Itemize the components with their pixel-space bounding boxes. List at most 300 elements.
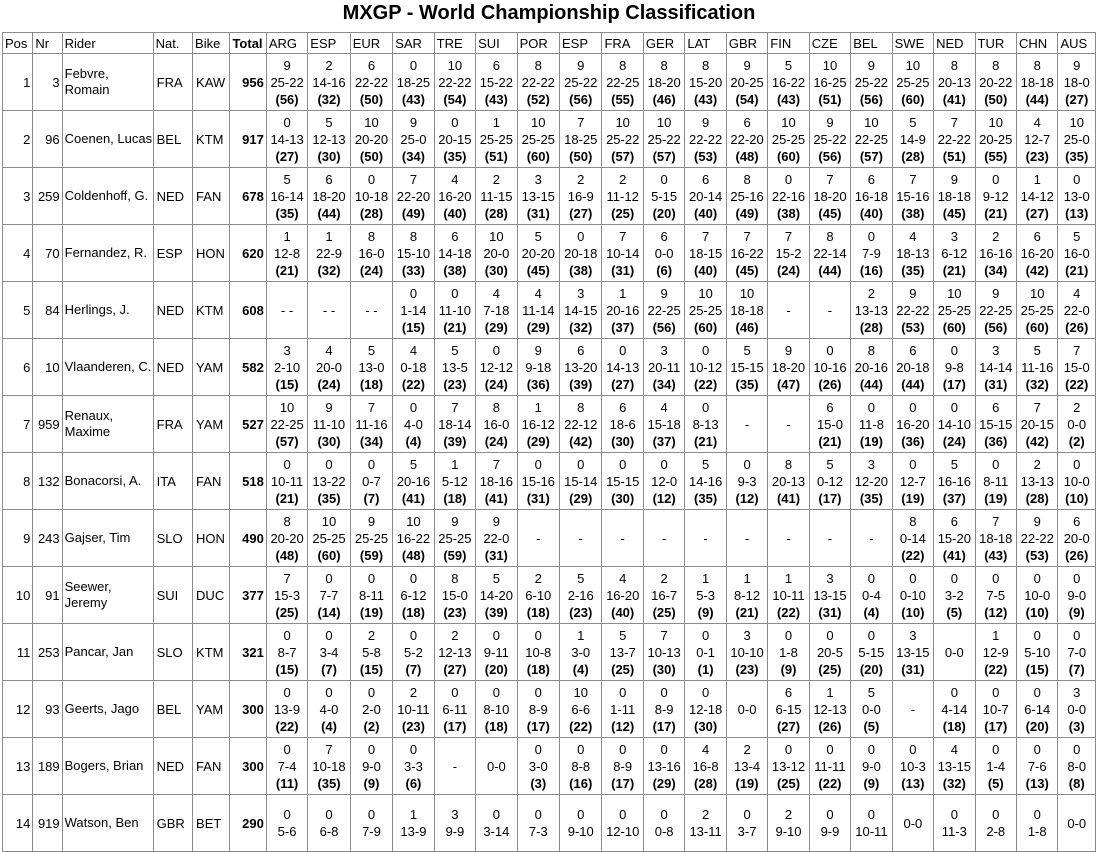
race-points: 15-15	[730, 359, 764, 375]
event-result-cell	[266, 453, 307, 510]
qualifying-points: 0	[492, 627, 500, 643]
event-total-points: (26)	[818, 376, 842, 392]
rider-name-link[interactable]: Gajser, Tim	[62, 510, 153, 567]
race-points: 10-8	[525, 644, 552, 660]
race-points: 9-9	[820, 824, 840, 839]
event-total-points: (60)	[942, 319, 966, 335]
col-header-rider[interactable]: Rider	[62, 33, 153, 54]
col-header-event[interactable]: CZE	[809, 33, 850, 54]
col-header-event[interactable]: SWE	[892, 33, 933, 54]
event-result-cell	[726, 453, 767, 510]
event-result-cell	[768, 795, 809, 852]
event-result-cell	[434, 453, 475, 510]
event-total-points: (4)	[405, 433, 422, 449]
qualifying-points: 0	[367, 807, 376, 822]
col-header-event[interactable]: GBR	[726, 33, 767, 54]
event-total-points: (35)	[735, 376, 759, 392]
race-points: 13-13	[1020, 473, 1054, 489]
qualifying-points: 0	[867, 228, 876, 244]
qualifying-points: 2	[992, 228, 1000, 244]
event-result-cell	[560, 681, 602, 738]
event-total-points: (54)	[735, 91, 759, 107]
event-result-cell	[517, 339, 559, 396]
event-total-points: (35)	[317, 490, 341, 506]
event-result-cell	[892, 567, 933, 624]
event-result-cell	[476, 738, 517, 795]
event-total-points: (41)	[942, 91, 966, 107]
race-points: 3-0	[571, 644, 591, 660]
rider-name-link[interactable]: Febvre, Romain	[62, 54, 153, 111]
bike-cell: YAM	[193, 339, 230, 396]
col-header-event[interactable]: EUR	[350, 33, 392, 54]
race-points: 25-25	[354, 530, 389, 546]
qualifying-points: 10	[947, 285, 962, 301]
race-points: 9-9	[445, 824, 465, 839]
event-result-cell	[393, 624, 434, 681]
event-result-cell	[768, 168, 809, 225]
event-total-points: (21)	[275, 490, 299, 506]
col-header-event[interactable]: GER	[643, 33, 684, 54]
col-header-event[interactable]: ESP	[560, 33, 602, 54]
event-total-points: (28)	[484, 205, 508, 221]
race-points: -	[869, 530, 874, 546]
race-points: 25-22	[606, 131, 640, 147]
qualifying-points: 1	[701, 570, 710, 586]
rider-name-link[interactable]: Bogers, Brian	[62, 738, 153, 795]
race-points: 0-7	[362, 473, 381, 489]
qualifying-points: 8	[950, 57, 958, 73]
event-total-points: (2)	[363, 718, 380, 734]
race-points: 13-9	[400, 824, 427, 839]
event-result-cell	[685, 510, 726, 567]
event-total-points: (7)	[321, 661, 337, 677]
race-points: -	[703, 530, 708, 546]
race-points: 10-11	[855, 824, 888, 839]
race-points: 13-7	[609, 644, 636, 660]
qualifying-points: 8	[992, 57, 1000, 73]
rider-name-link[interactable]: Renaux, Maxime	[62, 396, 153, 453]
qualifying-points: 7	[1073, 342, 1081, 358]
position-cell: 10	[3, 567, 33, 624]
race-points: 18-15	[688, 245, 723, 261]
qualifying-points: 8	[619, 57, 627, 73]
race-points: 15-0	[441, 587, 468, 603]
event-total-points: (21)	[694, 433, 718, 449]
event-total-points: (25)	[275, 604, 299, 620]
race-points: 25-25	[937, 302, 971, 318]
race-points: 16-16	[937, 473, 971, 489]
qualifying-points: 9	[325, 399, 333, 415]
rider-name-link[interactable]: Bonacorsi, A.	[62, 453, 153, 510]
event-result-cell	[934, 453, 975, 510]
qualifying-points: 9	[660, 285, 668, 301]
col-header-event[interactable]: FRA	[602, 33, 643, 54]
event-result-cell	[892, 339, 933, 396]
event-result-cell	[643, 567, 684, 624]
qualifying-points: 6	[867, 171, 876, 187]
race-points: 7-4	[277, 758, 297, 774]
nationality-cell: GBR	[153, 795, 192, 852]
event-total-points: (21)	[443, 319, 467, 335]
event-total-points: (56)	[859, 91, 883, 107]
race-points: 16-0	[1063, 245, 1090, 261]
event-total-points: (15)	[275, 376, 299, 392]
event-result-cell	[476, 510, 517, 567]
qualifying-points: 0	[534, 456, 542, 472]
event-result-cell	[434, 510, 475, 567]
event-total-points: (24)	[317, 376, 341, 392]
event-result-cell	[809, 168, 850, 225]
event-total-points: (38)	[901, 205, 925, 221]
event-total-points: (59)	[359, 547, 384, 563]
event-result-cell	[892, 282, 933, 339]
bike-cell: YAM	[193, 681, 230, 738]
event-total-points: (3)	[530, 775, 547, 791]
qualifying-points: 1	[577, 627, 585, 643]
event-result-cell	[643, 453, 684, 510]
qualifying-points: 1	[743, 570, 751, 586]
qualifying-points: 1	[492, 114, 500, 130]
race-points: 25-22	[564, 74, 598, 90]
race-points: 20-25	[730, 74, 764, 90]
qualifying-points: 6	[992, 399, 1000, 415]
event-total-points: (52)	[526, 91, 550, 107]
event-result-cell	[685, 567, 726, 624]
event-result-cell	[975, 681, 1016, 738]
rider-name-link[interactable]: Geerts, Jago	[62, 681, 153, 738]
qualifying-points: 1	[409, 807, 418, 822]
event-total-points: (19)	[359, 604, 384, 620]
qualifying-points: 0	[992, 807, 1000, 822]
event-result-cell	[685, 339, 726, 396]
event-result-cell	[768, 681, 809, 738]
race-points: 22-25	[854, 131, 889, 147]
event-result-cell	[560, 111, 602, 168]
event-result-cell	[434, 681, 475, 738]
event-result-cell	[1017, 510, 1058, 567]
qualifying-points: 3	[451, 807, 459, 822]
event-result-cell	[434, 54, 475, 111]
event-total-points: (22)	[694, 376, 718, 392]
qualifying-points: 10	[656, 114, 672, 130]
qualifying-points: 10	[1069, 114, 1084, 130]
qualifying-points: 5	[283, 171, 291, 187]
event-result-cell	[434, 282, 475, 339]
event-total-points: (40)	[443, 205, 467, 221]
event-total-points: (16)	[859, 262, 883, 278]
race-points: 22-25	[270, 416, 304, 432]
event-total-points: (21)	[275, 262, 299, 278]
event-result-cell	[560, 396, 602, 453]
race-points: 16-20	[1020, 245, 1054, 261]
event-result-cell	[308, 54, 350, 111]
qualifying-points: 0	[534, 684, 542, 700]
race-points: 0-18	[400, 359, 427, 375]
col-header-event[interactable]: ESP	[308, 33, 350, 54]
event-result-cell	[602, 111, 643, 168]
total-points-cell: 582	[230, 339, 266, 396]
event-result-cell	[560, 453, 602, 510]
race-points: 22-20	[396, 188, 431, 204]
event-result-cell	[1017, 339, 1058, 396]
event-result-cell	[476, 567, 517, 624]
race-points: 0-1	[696, 644, 715, 660]
event-total-points: (26)	[1065, 547, 1089, 563]
nationality-cell: SLO	[153, 624, 192, 681]
event-total-points: (45)	[735, 262, 759, 278]
col-header-event[interactable]: BEL	[851, 33, 892, 54]
qualifying-points: 2	[451, 627, 459, 643]
qualifying-points: 4	[619, 570, 627, 586]
event-total-points: (20)	[1025, 718, 1049, 734]
rider-name-link[interactable]: Herlings, J.	[62, 282, 153, 339]
race-points: 18-18	[937, 188, 971, 204]
event-result-cell	[434, 624, 475, 681]
event-result-cell	[266, 282, 307, 339]
event-result-cell	[768, 624, 809, 681]
rider-name-link[interactable]: Coldenhoff, G.	[62, 168, 153, 225]
event-result-cell	[892, 168, 933, 225]
event-total-points: (22)	[401, 376, 425, 392]
qualifying-points: 7	[826, 171, 834, 187]
rider-name-link[interactable]: Watson, Ben	[62, 795, 153, 852]
nationality-cell: FRA	[153, 54, 192, 111]
event-result-cell	[685, 111, 726, 168]
col-header-event[interactable]: CHN	[1017, 33, 1058, 54]
race-points: 11-15	[480, 188, 513, 204]
event-total-points: (27)	[776, 718, 801, 734]
event-result-cell	[266, 681, 307, 738]
event-total-points: (36)	[984, 433, 1008, 449]
event-total-points: (30)	[611, 433, 635, 449]
qualifying-points: 0	[451, 684, 459, 700]
race-points: 14-20	[479, 587, 513, 603]
race-points: 9-10	[567, 824, 594, 839]
race-points: 25-25	[479, 131, 513, 147]
event-result-cell	[643, 282, 684, 339]
race-points: 7-9	[362, 824, 381, 839]
qualifying-points: 0	[826, 741, 834, 757]
event-result-cell	[1058, 168, 1096, 225]
event-result-cell	[809, 339, 850, 396]
col-header-event[interactable]: TUR	[975, 33, 1016, 54]
event-total-points: (18)	[443, 490, 467, 506]
qualifying-points: 0	[577, 228, 585, 244]
event-total-points: (60)	[1025, 319, 1049, 335]
event-result-cell	[517, 453, 559, 510]
qualifying-points: 9	[784, 342, 793, 358]
event-total-points: (24)	[484, 376, 508, 392]
event-result-cell	[350, 54, 392, 111]
race-points: 6-10	[525, 587, 552, 603]
qualifying-points: 2	[619, 171, 627, 187]
event-total-points: (9)	[697, 604, 714, 620]
qualifying-points: 0	[743, 456, 751, 472]
race-points: 8-0	[1067, 758, 1087, 774]
event-total-points: (60)	[694, 319, 718, 335]
col-header-event[interactable]: AUS	[1058, 33, 1096, 54]
event-result-cell	[1017, 681, 1058, 738]
event-result-cell	[892, 453, 933, 510]
qualifying-points: 0	[950, 342, 958, 358]
race-points: 22-25	[606, 74, 640, 90]
event-result-cell	[476, 795, 517, 852]
col-header-event[interactable]: TRE	[434, 33, 475, 54]
event-total-points: (29)	[484, 319, 508, 335]
race-points: 15-15	[606, 473, 640, 489]
qualifying-points: 7	[784, 228, 793, 244]
race-points: 11-10	[312, 416, 346, 432]
col-header-event[interactable]: FIN	[768, 33, 809, 54]
col-header-event[interactable]: SUI	[476, 33, 517, 54]
qualifying-points: 8	[283, 513, 291, 529]
event-total-points: (7)	[405, 661, 422, 677]
position-cell: 2	[3, 111, 33, 168]
col-header-event[interactable]: POR	[517, 33, 559, 54]
event-result-cell	[308, 738, 350, 795]
event-result-cell	[266, 396, 307, 453]
event-total-points: (4)	[572, 661, 589, 677]
nationality-cell: NED	[153, 339, 192, 396]
event-total-points: (30)	[484, 262, 508, 278]
event-total-points: (36)	[526, 376, 550, 392]
qualifying-points: 8	[451, 570, 459, 586]
qualifying-points: 0	[283, 684, 291, 700]
qualifying-points: 0	[325, 627, 333, 643]
qualifying-points: 0	[367, 741, 376, 757]
qualifying-points: 6	[826, 399, 834, 415]
event-total-points: (24)	[942, 433, 966, 449]
race-points: 10-11	[772, 587, 805, 603]
col-header-event[interactable]: ARG	[266, 33, 307, 54]
col-header-pos[interactable]: Pos	[3, 33, 33, 54]
event-total-points: (22)	[818, 775, 842, 791]
qualifying-points: 0	[950, 399, 958, 415]
qualifying-points: 8	[367, 228, 376, 244]
event-total-points: (35)	[901, 262, 925, 278]
race-points: 18-13	[896, 245, 930, 261]
col-header-bike[interactable]: Bike	[193, 33, 230, 54]
race-points: 5-12	[441, 473, 468, 489]
event-result-cell	[602, 510, 643, 567]
qualifying-points: 0	[283, 456, 291, 472]
event-result-cell	[308, 396, 350, 453]
race-points: 9-0	[362, 758, 381, 774]
race-points: 1-4	[986, 758, 1006, 774]
bike-cell: HON	[193, 225, 230, 282]
race-points: 22-0	[483, 530, 510, 546]
race-points: - -	[280, 302, 294, 318]
qualifying-points: 2	[577, 171, 585, 187]
race-points: 18-14	[438, 416, 472, 432]
race-points: 6-15	[775, 701, 802, 717]
event-result-cell	[476, 624, 517, 681]
event-total-points: (24)	[776, 262, 801, 278]
event-total-points: (38)	[776, 205, 801, 221]
race-points: 8-9	[613, 758, 633, 774]
qualifying-points: 2	[1033, 456, 1041, 472]
event-result-cell	[393, 396, 434, 453]
event-result-cell	[560, 339, 602, 396]
race-points: 11-3	[941, 824, 967, 839]
event-result-cell	[308, 567, 350, 624]
qualifying-points: 3	[867, 456, 876, 472]
event-total-points: (5)	[863, 718, 880, 734]
event-result-cell	[517, 681, 559, 738]
rider-name-link[interactable]: Seewer, Jeremy	[62, 567, 153, 624]
event-total-points: (27)	[611, 376, 635, 392]
total-points-cell: 300	[230, 738, 266, 795]
qualifying-points: 7	[660, 627, 668, 643]
event-result-cell	[809, 567, 850, 624]
col-header-nr[interactable]: Nr	[33, 33, 62, 54]
col-header-event[interactable]: NED	[934, 33, 975, 54]
col-header-total[interactable]: Total	[230, 33, 266, 54]
event-total-points: (43)	[484, 91, 508, 107]
table-row	[3, 510, 1096, 567]
qualifying-points: 3	[534, 171, 542, 187]
qualifying-points: 3	[909, 627, 917, 643]
event-total-points: (21)	[942, 262, 966, 278]
qualifying-points: 8	[1033, 57, 1041, 73]
qualifying-points: 0	[867, 399, 876, 415]
race-points: 13-12	[771, 758, 806, 774]
col-header-event[interactable]: LAT	[685, 33, 726, 54]
race-points: 25-25	[521, 131, 555, 147]
event-result-cell	[476, 282, 517, 339]
rider-name-link[interactable]: Vlaanderen, C.	[62, 339, 153, 396]
col-header-event[interactable]: SAR	[393, 33, 434, 54]
qualifying-points: 4	[909, 228, 917, 244]
event-result-cell	[476, 339, 517, 396]
event-result-cell	[934, 54, 975, 111]
event-result-cell	[934, 738, 975, 795]
race-points: 16-9	[567, 188, 594, 204]
event-result-cell	[1058, 111, 1096, 168]
header-row	[3, 33, 1096, 54]
event-result-cell	[1017, 396, 1058, 453]
qualifying-points: 2	[701, 807, 710, 822]
race-points: 11-14	[522, 302, 555, 318]
rider-name-link[interactable]: Fernandez, R.	[62, 225, 153, 282]
position-cell: 9	[3, 510, 33, 567]
total-points-cell: 321	[230, 624, 266, 681]
qualifying-points: 8	[909, 513, 917, 529]
rider-name-link[interactable]: Coenen, Lucas	[62, 111, 153, 168]
event-total-points: (10)	[1025, 604, 1049, 620]
event-total-points: (42)	[1025, 433, 1049, 449]
qualifying-points: 5	[950, 456, 958, 472]
race-points: 6-8	[319, 824, 339, 839]
qualifying-points: 0	[950, 570, 958, 586]
qualifying-points: 10	[573, 684, 588, 700]
col-header-nat[interactable]: Nat.	[153, 33, 192, 54]
qualifying-points: 6	[619, 399, 627, 415]
event-result-cell	[1017, 624, 1058, 681]
event-total-points: (24)	[484, 433, 508, 449]
race-points: 14-9	[899, 131, 926, 147]
qualifying-points: 0	[992, 570, 1000, 586]
qualifying-points: 4	[1073, 285, 1081, 301]
qualifying-points: 5	[743, 342, 751, 358]
rider-name-link[interactable]: Pancar, Jan	[62, 624, 153, 681]
race-points: 4-0	[404, 416, 423, 432]
event-result-cell	[809, 624, 850, 681]
race-points: -	[744, 416, 750, 432]
event-result-cell	[350, 738, 392, 795]
event-total-points: (49)	[735, 205, 759, 221]
event-result-cell	[685, 168, 726, 225]
